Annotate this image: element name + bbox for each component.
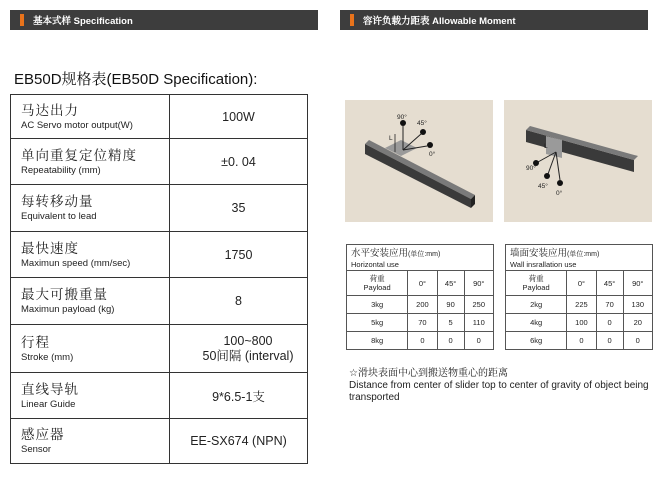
- label-l: L: [389, 135, 393, 142]
- value-cell: 70: [596, 296, 623, 314]
- section-header-allowable-moment: [340, 10, 648, 30]
- spec-row-stroke: [11, 325, 308, 373]
- stroke-interval: 50间隔 (interval): [202, 348, 294, 363]
- table-row: [347, 271, 494, 296]
- spec-row-motor: [11, 95, 308, 139]
- wall-mount-diagram: [504, 100, 652, 222]
- value-cell: 0: [596, 332, 623, 350]
- label-0: 0°: [556, 190, 563, 197]
- wall-mount-drawing: [504, 100, 652, 222]
- mass-point-45: [420, 129, 426, 135]
- value-cell: 0: [623, 332, 652, 350]
- table-row: [506, 332, 653, 350]
- col-header: 90°: [623, 271, 652, 296]
- mass-point-0: [557, 180, 563, 186]
- table-unit: (单位:mm): [567, 251, 600, 258]
- spec-label-cn: 最大可搬重量: [21, 287, 108, 302]
- orange-marker: [350, 14, 354, 26]
- horizontal-mount-diagram: [345, 100, 493, 222]
- mass-point-45: [544, 173, 550, 179]
- spec-value: ±0. 04: [170, 139, 308, 185]
- spec-value: 8: [170, 278, 308, 325]
- payload-header: 荷重 Payload: [506, 271, 567, 296]
- section-header-specification: [10, 10, 318, 30]
- table-title: 水平安装应用: [351, 248, 409, 259]
- stroke-range: 100~800: [223, 333, 273, 348]
- label-45: 45°: [417, 120, 427, 127]
- payload-header: 荷重 Payload: [347, 271, 408, 296]
- value-cell: 0: [408, 332, 437, 350]
- header-left-text: 基本式样 Specification: [33, 16, 133, 27]
- spec-value: 100W: [170, 95, 308, 139]
- label-90: 90°: [526, 165, 536, 172]
- spec-row-repeatability: [11, 139, 308, 185]
- table-row: [506, 314, 653, 332]
- spec-row-sensor: [11, 419, 308, 464]
- table-unit: (单位:mm): [408, 251, 441, 258]
- value-cell: 0: [437, 332, 464, 350]
- payload-cell: 6kg: [506, 332, 567, 350]
- table-subtitle: Horizontal use: [351, 260, 399, 269]
- table-row: [506, 296, 653, 314]
- spec-value: 1750: [170, 232, 308, 278]
- spec-label-cn: 直线导轨: [21, 381, 79, 397]
- spec-label-cn: 单向重复定位精度: [21, 147, 137, 163]
- payload-cell: 2kg: [506, 296, 567, 314]
- mass-point-0: [427, 142, 433, 148]
- moment-grid: [346, 270, 494, 350]
- wall-moment-table: [505, 244, 653, 350]
- value-cell: 0: [596, 314, 623, 332]
- header-right-text: 容许负载力距表 Allowable Moment: [363, 16, 516, 27]
- value-cell: 200: [408, 296, 437, 314]
- spec-label-cn: 每转移动量: [21, 194, 94, 209]
- spec-row-payload: [11, 278, 308, 325]
- actuator-body: [365, 144, 471, 208]
- value-cell: 130: [623, 296, 652, 314]
- col-header: 0°: [567, 271, 596, 296]
- spec-value: 35: [170, 185, 308, 232]
- spec-value: EE-SX674 (NPN): [170, 419, 308, 464]
- spec-label-en: Linear Guide: [21, 398, 76, 410]
- payload-cell: 5kg: [347, 314, 408, 332]
- horizontal-moment-table: [346, 244, 494, 350]
- spec-label-en: Maximun speed (mm/sec): [21, 257, 131, 269]
- label-45: 45°: [538, 183, 548, 190]
- spec-value: [170, 325, 308, 373]
- spec-label-en: AC Servo motor output(W): [21, 119, 133, 131]
- value-cell: 225: [567, 296, 596, 314]
- table-row: [506, 271, 653, 296]
- value-cell: 20: [623, 314, 652, 332]
- value-cell: 5: [437, 314, 464, 332]
- table-subtitle: Wall insrallation use: [510, 260, 577, 269]
- value-cell: 0: [567, 332, 596, 350]
- table-row: [347, 296, 494, 314]
- spec-label-cn: 行程: [21, 334, 50, 350]
- actuator-top: [365, 140, 475, 199]
- label-0: 0°: [429, 151, 436, 158]
- value-cell: 0: [464, 332, 493, 350]
- spec-title: EB50D规格表(EB50D Specification):: [14, 71, 258, 88]
- spec-row-lead: [11, 185, 308, 232]
- horizontal-mount-drawing: [345, 100, 493, 222]
- spec-label-cn: 马达出力: [21, 102, 79, 118]
- orange-marker: [20, 14, 24, 26]
- table-header: [346, 244, 494, 270]
- table-header: [505, 244, 653, 270]
- table-title: 墙面安装应用: [510, 248, 568, 259]
- note-cn: ☆滑块表面中心到搬送物重心的距离: [349, 368, 508, 379]
- spec-value: 9*6.5-1支: [170, 373, 308, 419]
- payload-cell: 4kg: [506, 314, 567, 332]
- value-cell: 90: [437, 296, 464, 314]
- col-header: 45°: [596, 271, 623, 296]
- col-header: 90°: [464, 271, 493, 296]
- value-cell: 250: [464, 296, 493, 314]
- label-l: L: [544, 143, 548, 150]
- spec-row-speed: [11, 232, 308, 278]
- spec-row-linear-guide: [11, 373, 308, 419]
- spec-label-en: Maximun payload (kg): [21, 304, 115, 315]
- spec-label-cn: 感应器: [21, 427, 65, 442]
- col-header: 45°: [437, 271, 464, 296]
- value-cell: 110: [464, 314, 493, 332]
- value-cell: 70: [408, 314, 437, 332]
- spec-label-en: Sensor: [21, 444, 52, 455]
- value-cell: 100: [567, 314, 596, 332]
- spec-label-en: Equivalent to lead: [21, 211, 97, 222]
- table-row: [347, 332, 494, 350]
- label-90: 90°: [397, 114, 407, 121]
- spec-label-en: Repeatability (mm): [21, 164, 101, 176]
- distance-note: [349, 368, 649, 404]
- spec-label-cn: 最快速度: [21, 240, 79, 256]
- spec-table: [10, 94, 308, 464]
- payload-cell: 3kg: [347, 296, 408, 314]
- col-header: 0°: [408, 271, 437, 296]
- note-en: Distance from center of slider top to center of gravity of object being transported: [349, 380, 649, 403]
- spec-label-en: Stroke (mm): [21, 351, 74, 363]
- table-row: [347, 314, 494, 332]
- payload-cell: 8kg: [347, 332, 408, 350]
- moment-grid: [505, 270, 653, 350]
